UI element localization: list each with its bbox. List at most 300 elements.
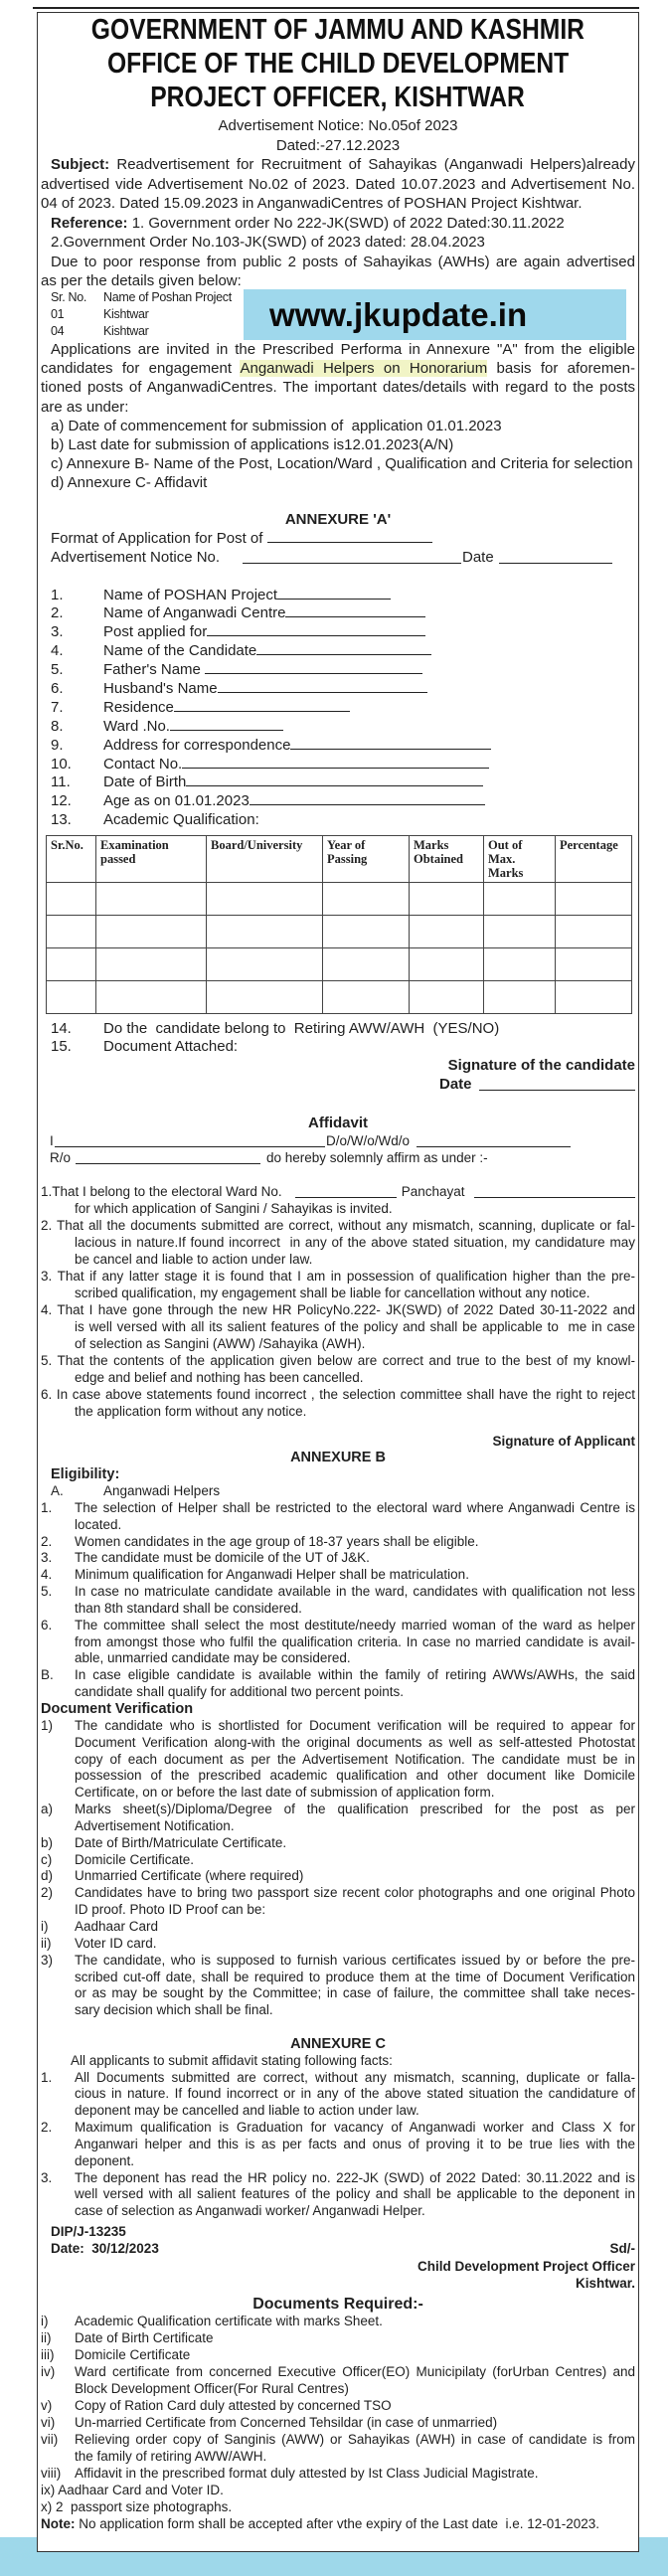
item-line [38, 2103, 638, 2120]
table-cell[interactable] [484, 883, 556, 916]
notice-document [37, 12, 639, 2552]
item-text: Un-married Certificate from Concerned Tehsildar (in case of unmarried) [75, 2414, 498, 2430]
item-line [38, 1936, 638, 1953]
date-blank[interactable] [499, 551, 612, 564]
item-text: All Documents submitted are correct, without any mismatch, scanning, duplicate or falla- [75, 2069, 635, 2085]
form-field [38, 773, 638, 792]
item-text: 1.That I belong to the electoral Ward No. [41, 1183, 282, 1199]
subject-label: Subject: [51, 156, 110, 173]
table-cell[interactable] [556, 916, 632, 948]
item-number: c) [41, 1851, 53, 1867]
reference-line [38, 214, 638, 234]
form-field [38, 718, 638, 737]
field-blank[interactable] [174, 699, 350, 712]
item-line [38, 2137, 638, 2153]
notice-line [38, 548, 638, 567]
documents-list [38, 2313, 638, 2482]
document-item [38, 2329, 638, 2346]
item-text: Block Development Officer(For Rural Centres) [75, 2380, 349, 2396]
paragraph-line [38, 398, 638, 417]
eligibility-item [38, 1550, 638, 1567]
officer-text: Child Development Project Officer [417, 2258, 635, 2274]
form-field [38, 604, 638, 623]
item-number: 3. [51, 623, 64, 641]
table-cell[interactable] [323, 883, 410, 916]
item-number: 3) [41, 1952, 54, 1968]
table-cell[interactable] [47, 981, 96, 1014]
reference-label: Reference: [51, 214, 128, 232]
item-text: Husband's Name [103, 679, 218, 697]
form-field [38, 792, 638, 811]
item-number: b) [41, 1834, 54, 1850]
notice-intro [38, 116, 638, 291]
item-text: Father's Name [103, 661, 206, 679]
column-header: Out of Max. Marks [484, 836, 556, 883]
item-line [38, 1534, 638, 1551]
note [38, 2515, 638, 2532]
residence-blank[interactable] [76, 1151, 260, 1164]
document-item [38, 2313, 638, 2329]
item-text: Document Attached: [103, 1038, 239, 1055]
poor-response-line [38, 253, 638, 272]
item-text: sary decision which shall be final. [75, 2002, 273, 2018]
item-text: the family of retiring AWW/AWH. [75, 2448, 267, 2464]
item-number: 3. [41, 2169, 53, 2185]
table-row [47, 916, 632, 948]
item-text: The selection of Helper shall be restricted to the electoral ward where Anganwadi Centre is [75, 1499, 635, 1515]
table-cell[interactable] [323, 948, 410, 981]
date-item-text: c) Annexure B- Name of the Post, Location/Ward , Qualification and Criteria for selection [51, 455, 633, 473]
table-header-row [47, 836, 632, 883]
item-line [38, 2120, 638, 2137]
item-line [38, 1902, 638, 1919]
watermark-banner [244, 289, 626, 340]
item-line [38, 773, 638, 792]
item-line [38, 1217, 638, 1234]
item-number: B. [41, 1667, 54, 1683]
reference-line [38, 233, 638, 253]
name-blank[interactable] [55, 1134, 325, 1147]
document-verification-label [38, 1701, 638, 1718]
form-field [38, 737, 638, 756]
table-cell[interactable] [47, 948, 96, 981]
item-text: Copy of Ration Card duly attested by concerned TSO [75, 2397, 392, 2413]
eligibility-list [38, 1500, 638, 1701]
item-line [38, 1650, 638, 1667]
format-label: Format of Application for Post of [51, 530, 267, 547]
item-text: is well versed with all its salient features of the policy and shall be applicable to me in case [75, 1318, 635, 1334]
qualification-table [46, 835, 632, 1014]
item-line [38, 1517, 638, 1534]
signature-block [38, 2223, 638, 2293]
eligibility-item [38, 1667, 638, 1701]
paragraph-line [38, 359, 638, 378]
item-line [38, 2448, 638, 2465]
verification-item [38, 1835, 638, 1852]
item-line [38, 642, 638, 661]
annexure-c-title [38, 2036, 638, 2053]
date-blank[interactable] [479, 1078, 635, 1091]
item-number: iii) [41, 2346, 55, 2362]
table-cell[interactable] [410, 948, 484, 981]
item-number: 5. [41, 1584, 53, 1600]
column-header: Percentage [556, 836, 632, 883]
section-number: A. [51, 1483, 64, 1499]
item-text: Date of Birth/Matriculate Certificate. [75, 1834, 287, 1850]
date-item [38, 435, 638, 454]
item-line [38, 2313, 638, 2329]
item-text: Minimum qualification for Anganwadi Helper shall be matriculation. [75, 1567, 469, 1583]
item-line [38, 2086, 638, 2103]
affidavit-residence-line [38, 1149, 638, 1167]
item-line [38, 1634, 638, 1651]
affidavit-item [38, 1386, 638, 1420]
item-line [38, 1768, 638, 1785]
affidavit-name-line [38, 1132, 638, 1150]
table-cell[interactable] [484, 948, 556, 981]
item-line [38, 1885, 638, 1902]
post-blank[interactable] [267, 530, 432, 543]
column-header: Examination passed [96, 836, 207, 883]
item-line [38, 1618, 638, 1634]
item-number: iv) [41, 2363, 56, 2379]
candidate-signature [38, 1056, 638, 1094]
item-text: cious in nature. If found incorrect or in any of the above stated situation the candidature of [75, 2086, 635, 2102]
panchayat-blank[interactable] [474, 1185, 635, 1198]
item-number: 3. [41, 1550, 53, 1566]
section-a [38, 1483, 638, 1500]
item-text: lacious in nature.If found incorrect in any of the above stated situation, my candidature may [75, 1234, 635, 1250]
office-place [38, 2275, 638, 2292]
panchayat-label: Panchayat [398, 1183, 469, 1199]
posts-cell: Kishtwar [103, 323, 149, 338]
item-line [38, 2203, 638, 2220]
item-line [38, 2002, 638, 2019]
form-field [38, 642, 638, 661]
affidavit-item-cont [38, 1200, 638, 1217]
item-number: ii) [41, 2329, 52, 2345]
format-line [38, 529, 638, 548]
item-line [38, 623, 638, 642]
date-label: Date [462, 549, 494, 566]
title-line [38, 81, 638, 114]
table-cell[interactable] [47, 883, 96, 916]
table-cell[interactable] [410, 981, 484, 1014]
document-item [38, 2414, 638, 2431]
table-cell[interactable] [96, 948, 207, 981]
relation-blank[interactable] [417, 1134, 571, 1147]
item-number: 2. [51, 604, 64, 622]
item-text: The deponent has read the HR policy no. 222-JK (SWD) of 2022 Dated: 30.11.2022 and is [75, 2169, 635, 2185]
item-number: ii) [41, 1935, 52, 1951]
item-line [38, 1667, 638, 1684]
item-line [38, 811, 638, 830]
item-text: Unmarried Certificate (where required) [75, 1868, 304, 1884]
item-number: viii) [41, 2465, 62, 2481]
item-text: 2. That all the documents submitted are correct, without any mismatch, scanning, duplicate or fal- [41, 1217, 635, 1233]
label-text: Document Verification [41, 1701, 194, 1717]
column-header: Sr.No. [47, 836, 96, 883]
item-text: Maximum qualification is Graduation for vacancy of Anganwadi worker and Class X for [75, 2120, 635, 2136]
table-cell[interactable] [556, 948, 632, 981]
item-line [38, 2363, 638, 2380]
item-line [38, 1852, 638, 1869]
signature-label-text: Signature of the candidate [447, 1057, 635, 1074]
document-item [38, 2431, 638, 2465]
item-line [38, 2153, 638, 2170]
item-text: Academic Qualification: [103, 811, 259, 829]
posts-cell: 04 [51, 323, 65, 338]
item-text: Age as on 01.01.2023 [103, 792, 250, 810]
item-text: The candidate, who is supposed to furnish various certificates issued by or before the pre- [75, 1952, 635, 1968]
field-blank[interactable] [256, 642, 431, 655]
spacer [38, 2019, 638, 2036]
field-blank[interactable] [218, 680, 427, 693]
additional-fields [38, 1020, 638, 1056]
date-text: Date: 30/12/2023 [51, 2241, 159, 2257]
item-line [38, 587, 638, 605]
item-number: 9. [51, 736, 64, 754]
item-line [38, 1020, 638, 1038]
table-cell[interactable] [96, 981, 207, 1014]
item-line [38, 1919, 638, 1936]
ro-label: R/o [50, 1150, 72, 1165]
item-text: 4. That I have gone through the new HR PolicyNo.222- JK(SWD) of 2022 Dated 30-11-2022 and [41, 1301, 635, 1317]
affidavit-item [38, 1268, 638, 1301]
item-line [38, 1601, 638, 1618]
table-cell[interactable] [484, 981, 556, 1014]
item-number: 12. [51, 792, 72, 810]
item-line [38, 1584, 638, 1601]
notice-date [38, 136, 638, 156]
item-number: 13. [51, 811, 72, 829]
dip-text: DIP/J-13235 [51, 2224, 126, 2239]
field-blank[interactable] [170, 718, 283, 731]
notice-blank[interactable] [243, 551, 461, 564]
item-text: Name of POSHAN Project [103, 586, 278, 603]
item-text: Address for correspondence [103, 736, 291, 754]
annexure-a-title [38, 510, 638, 529]
field-blank[interactable] [250, 792, 485, 805]
item-line [38, 1953, 638, 1970]
table-cell[interactable] [410, 883, 484, 916]
sd-text: Sd/- [609, 2241, 635, 2257]
item-text: Domicile Certificate. [75, 1851, 195, 1867]
ward-blank[interactable] [295, 1185, 397, 1198]
item-text: 5. That the contents of the application given below are correct and true to the best of my knowl- [41, 1352, 635, 1368]
field-blank[interactable] [186, 773, 483, 786]
field-blank[interactable] [182, 756, 489, 769]
annexure-b-c [38, 1434, 638, 2221]
item-number: 4. [41, 1567, 53, 1583]
notice-number-text: Advertisement Notice: No.05of 2023 [218, 117, 458, 134]
note-text: No application form shall be accepted after vthe expiry of the Last date i.e. 12-01-2023. [75, 2515, 600, 2531]
item-line [38, 1718, 638, 1735]
table-cell[interactable] [47, 916, 96, 948]
eligibility-item [38, 1567, 638, 1584]
item-line [38, 604, 638, 623]
item-text: Date of Birth [103, 773, 187, 791]
item-text: Women candidates in the age group of 18-37 years shall be eligible. [75, 1533, 479, 1549]
affidavit-title [38, 1115, 638, 1132]
item-text: Aadhaar Card [75, 1918, 159, 1934]
table-cell[interactable] [207, 948, 323, 981]
verification-item [38, 1885, 638, 1919]
annexure-c-intro [38, 2053, 638, 2070]
item-text: located. [75, 1516, 122, 1532]
notice-number [38, 116, 638, 136]
item-text: possession of the prescribed academic qualification and other document like Domicile [75, 1768, 635, 1784]
item-line [38, 1735, 638, 1752]
item-text: than 8th standard shall be considered. [75, 1600, 302, 1616]
item-line [38, 1802, 638, 1818]
paragraph-text: candidates for engagement [41, 360, 241, 378]
affidavit-title-text: Affidavit [308, 1115, 368, 1131]
document-item [38, 2498, 638, 2515]
item-text: Date of Birth Certificate [75, 2329, 214, 2345]
highlighted-text: Anganwadi Helpers on Honorarium [240, 360, 488, 378]
item-line [38, 1752, 638, 1769]
item-text: Anganwari helper and this is as per facts and onus of proving it to be true lies with the [75, 2136, 635, 2151]
item-line [38, 1403, 638, 1420]
item-number: vii) [41, 2431, 59, 2447]
table-cell[interactable] [207, 883, 323, 916]
item-line [38, 1818, 638, 1835]
paragraph-text: tioned posts of AnganwadiCentres. The important dates/details with regard to the posts [41, 379, 635, 397]
table-cell[interactable] [96, 883, 207, 916]
item-line [38, 1301, 638, 1318]
signature-date [38, 1075, 638, 1094]
officer-title [38, 2258, 638, 2275]
item-text: The committee shall select the most destitute/needy married woman of the ward as helper [75, 1617, 635, 1632]
item-text: The candidate must be domicile of the UT of J&K. [75, 1550, 370, 1566]
field-blank[interactable] [285, 604, 425, 617]
date-item-text: d) Annexure C- Affidavit [51, 474, 208, 492]
item-text: able, unmarried candidate may be considered. [75, 1650, 351, 1666]
table-cell[interactable] [556, 883, 632, 916]
item-line [38, 1268, 638, 1285]
signature-label [38, 1056, 638, 1075]
issue-date [38, 2240, 638, 2257]
item-text: Name of the Candidate [103, 642, 257, 660]
application-fields [38, 587, 638, 831]
annexure-b-title [38, 1450, 638, 1466]
document-item [38, 2346, 638, 2363]
notice-header [38, 13, 638, 114]
item-number: 2. [41, 1533, 53, 1549]
item-line [38, 1684, 638, 1701]
table-cell[interactable] [323, 916, 410, 948]
form-field [38, 811, 638, 830]
document-item [38, 2482, 638, 2498]
posts-cell: Kishtwar [103, 306, 149, 321]
item-line [38, 1567, 638, 1584]
item-line [38, 1234, 638, 1251]
table-cell[interactable] [96, 916, 207, 948]
table-cell[interactable] [207, 981, 323, 1014]
item-text: 6. In case above statements found incorrect , the selection committee shall have the right to reject [41, 1386, 635, 1402]
item-text: Voter ID card. [75, 1935, 157, 1951]
eligibility-item [38, 1584, 638, 1618]
field-blank[interactable] [205, 661, 422, 674]
column-header: Year of Passing [323, 836, 410, 883]
note-label: Note: [41, 2515, 76, 2531]
item-text: Name of Anganwadi Centre [103, 604, 286, 622]
item-text: Do the candidate belong to Retiring AWW/AWH (YES/NO) [103, 1020, 500, 1037]
column-header: Marks Obtained [410, 836, 484, 883]
item-text: Post applied for [103, 623, 208, 641]
form-field [38, 680, 638, 699]
table-cell[interactable] [484, 916, 556, 948]
item-number: d) [41, 1868, 54, 1884]
item-line [38, 2431, 638, 2448]
table-cell[interactable] [207, 916, 323, 948]
affidavit-fact [38, 2120, 638, 2170]
posts-header-cell: Sr. No. [51, 289, 87, 304]
table-cell[interactable] [323, 981, 410, 1014]
date-label: Date [439, 1076, 472, 1093]
affidavit-statements [38, 1183, 638, 1420]
item-line [38, 2170, 638, 2187]
item-line [38, 699, 638, 718]
item-text: deponent. [75, 2152, 135, 2168]
field-blank[interactable] [207, 623, 425, 636]
item-text: 3. That if any latter stage it is found that I am in possession of qualification higher than the pre- [41, 1268, 635, 1284]
table-cell[interactable] [556, 981, 632, 1014]
item-text: Document Verification along-with the original documents as well as self-attested Photostat [75, 1734, 635, 1750]
signature-text: Signature of Applicant [492, 1433, 635, 1449]
item-line [38, 1785, 638, 1802]
item-text: Advertisement Notification. [75, 1817, 235, 1833]
item-text: case of selection as Anganwadi worker/ Anganwadi Helper. [75, 2203, 425, 2219]
item-text: of selection as Sangini (AWW) /Sahayika (AWH). [75, 1335, 366, 1351]
item-text: ix) Aadhaar Card and Voter ID. [41, 2482, 224, 2497]
item-text: The candidate who is shortlisted for Document verification will be required to appear for [75, 1717, 635, 1733]
title-text: GOVERNMENT OF JAMMU AND KASHMIR [90, 14, 585, 46]
table-row [47, 883, 632, 916]
item-text: copy of each document as per the Advertisement Notification. The candidate must be in [75, 1751, 635, 1767]
item-number: i) [41, 2313, 49, 2328]
notice-date-text: Dated:-27.12.2023 [275, 136, 401, 154]
item-number: 1. [41, 1499, 53, 1515]
field-blank[interactable] [277, 587, 391, 600]
posts-header-cell: Name of Poshan Project [103, 289, 232, 304]
item-line [38, 1500, 638, 1517]
affidavit-item [38, 1352, 638, 1386]
item-line [38, 1038, 638, 1056]
subject-text: 04 of 2023. Dated 15.09.2023 in AnganwadiCentres of POSHAN Project Kishtwar. [41, 195, 583, 212]
item-text: Residence [103, 698, 174, 716]
table-cell[interactable] [410, 916, 484, 948]
verification-item [38, 1718, 638, 1802]
title-text: ANNEXURE B [290, 1450, 386, 1466]
item-text: well versed with all salient features of the policy and shall be applicable to the deponent in [75, 2186, 635, 2202]
affidavit-items [38, 1217, 638, 1420]
title-line [38, 13, 638, 47]
item-number: 11. [51, 773, 71, 791]
documents-required-title [38, 2296, 638, 2313]
field-blank[interactable] [290, 737, 491, 750]
dip-number [38, 2223, 638, 2240]
item-line [38, 1352, 638, 1369]
documents-required [38, 2296, 638, 2532]
reference-text: 1. Government order No 222-JK(SWD) of 2022 Dated:30.11.2022 [127, 214, 565, 232]
item-number: 1) [41, 1717, 54, 1733]
item-line [38, 2346, 638, 2363]
top-rule [33, 7, 639, 9]
eligibility-label [38, 1466, 638, 1483]
item-line [38, 661, 638, 680]
